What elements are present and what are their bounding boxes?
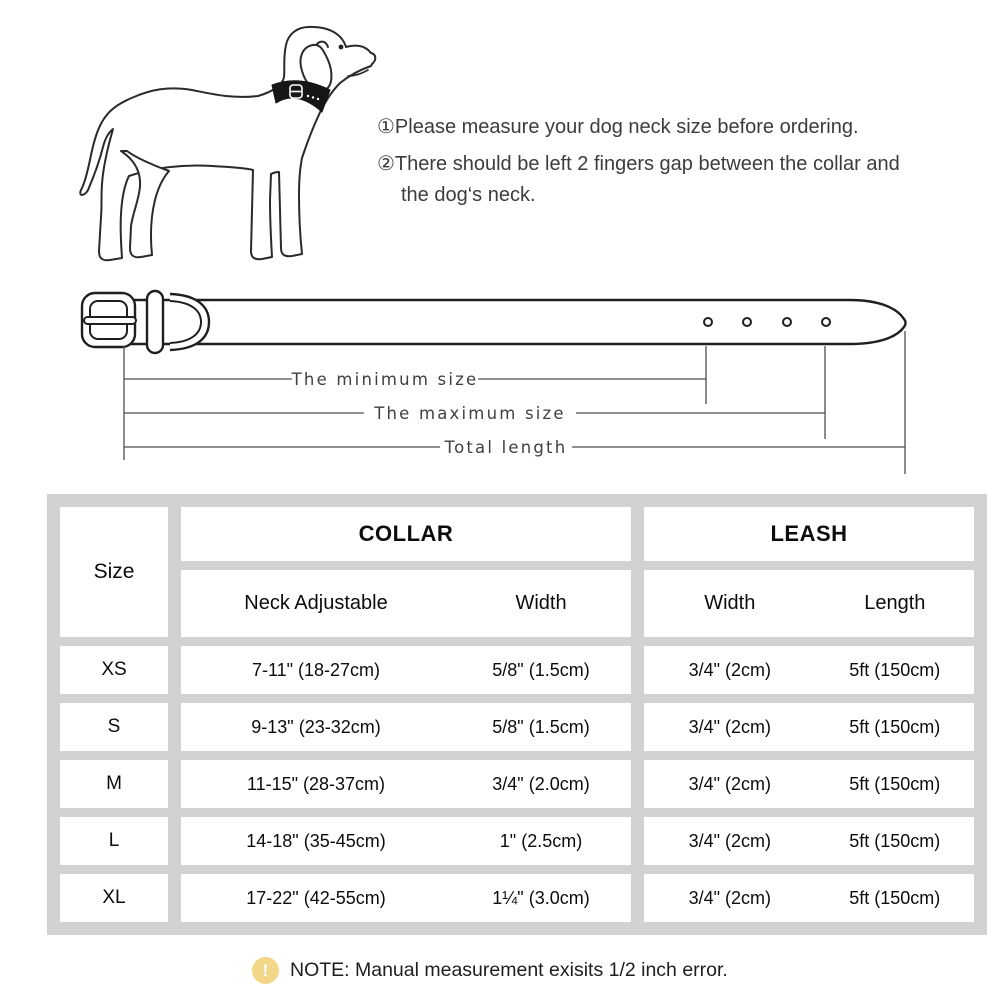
leash-length-value: 5ft (150cm) xyxy=(849,659,941,680)
instruction-line-1: ①Please measure your dog neck size before ordering. xyxy=(377,116,859,138)
collar-width-value: 1¼" (3.0cm) xyxy=(492,887,590,908)
collar-width-value: 1" (2.5cm) xyxy=(499,830,583,851)
neck-value: 14-18" (35-45cm) xyxy=(246,830,386,851)
collar-width-value: 5/8" (1.5cm) xyxy=(492,716,590,737)
collar-cell xyxy=(181,703,631,751)
leash-cell xyxy=(644,703,974,751)
neck-value: 11-15" (28-37cm) xyxy=(246,773,386,794)
neck-value: 7-11" (18-27cm) xyxy=(251,659,381,680)
dog-body-outline xyxy=(80,27,375,260)
size-cell: M xyxy=(60,760,168,808)
collar-keeper-loop xyxy=(147,291,163,353)
leash-cell xyxy=(644,817,974,865)
leash-cell xyxy=(644,874,974,922)
collar-buckle-prong xyxy=(84,317,136,324)
instruction-line-2: ②There should be left 2 fingers gap between the collar and the dog‘s neck. xyxy=(377,153,900,206)
leash-width-value: 3/4" (2cm) xyxy=(688,659,771,680)
size-cell: L xyxy=(60,817,168,865)
collar-width-value: 3/4" (2.0cm) xyxy=(492,773,590,794)
size-cell: XS xyxy=(60,646,168,694)
neck-value: 9-13" (23-32cm) xyxy=(251,716,381,737)
leash-width-value: 3/4" (2cm) xyxy=(688,887,771,908)
leash-subheaders xyxy=(644,570,974,637)
dog-eye xyxy=(339,45,344,50)
leash-width-value: 3/4" (2cm) xyxy=(688,773,771,794)
leash-cell xyxy=(644,646,974,694)
leash-length-value: 5ft (150cm) xyxy=(849,887,941,908)
neck-value: 17-22" (42-55cm) xyxy=(246,887,386,908)
collar-cell xyxy=(181,817,631,865)
collar-cell xyxy=(181,874,631,922)
collar-width-value: 5/8" (1.5cm) xyxy=(492,659,590,680)
collar-subheaders xyxy=(181,570,631,637)
measuring-instructions xyxy=(377,112,977,217)
leash-length-value: 5ft (150cm) xyxy=(849,716,941,737)
leash-width-value: 3/4" (2cm) xyxy=(688,830,771,851)
size-cell: S xyxy=(60,703,168,751)
maximum-size-label: The maximum size xyxy=(374,404,566,423)
minimum-size-label: The minimum size xyxy=(291,370,479,389)
neck-adjustable-header: Neck Adjustable xyxy=(244,592,388,614)
exclamation-icon: ! xyxy=(252,957,279,984)
collar-group-header: COLLAR xyxy=(181,507,631,561)
size-cell: XL xyxy=(60,874,168,922)
total-length-label: Total length xyxy=(444,438,568,457)
leash-width-value: 3/4" (2cm) xyxy=(688,716,771,737)
leash-length-value: 5ft (150cm) xyxy=(849,830,941,851)
collar-width-header: Width xyxy=(515,592,567,614)
measurement-note xyxy=(252,957,728,984)
dog-illustration xyxy=(80,27,375,260)
collar-diagram xyxy=(82,291,906,474)
collar-cell xyxy=(181,646,631,694)
leash-length-header: Length xyxy=(864,592,926,614)
leash-length-value: 5ft (150cm) xyxy=(849,773,941,794)
leash-width-header: Width xyxy=(704,592,756,614)
leash-cell xyxy=(644,760,974,808)
note-text: NOTE: Manual measurement exisits 1/2 inch error. xyxy=(290,959,728,981)
leash-group-header: LEASH xyxy=(644,507,974,561)
collar-cell xyxy=(181,760,631,808)
size-column-header: Size xyxy=(60,507,168,637)
size-table xyxy=(47,494,987,935)
dog-and-collar-illustration xyxy=(0,0,1000,488)
